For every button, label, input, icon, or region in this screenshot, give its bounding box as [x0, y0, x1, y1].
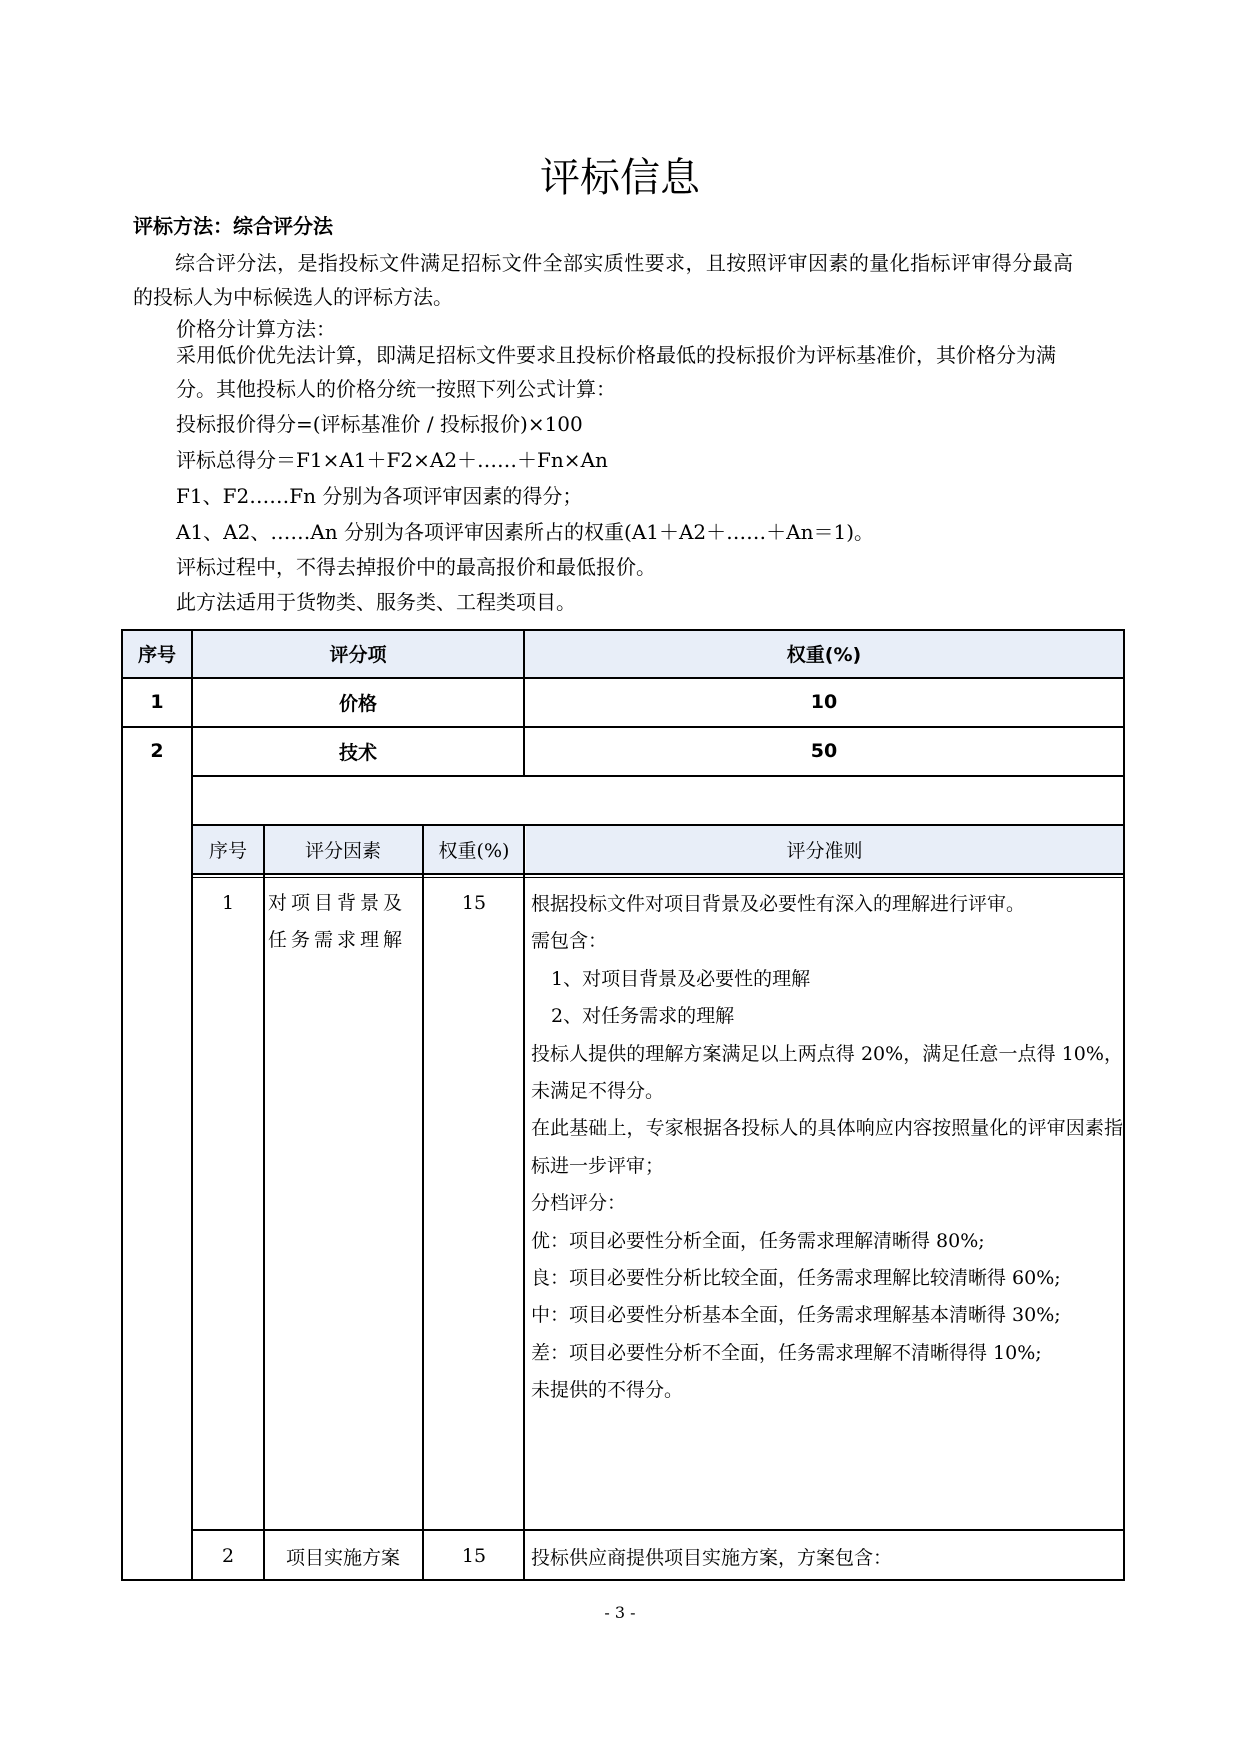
row-2-weight: 50: [810, 740, 838, 762]
grid-line: [121, 726, 1125, 728]
grid-line: [191, 873, 1125, 875]
grid-line: [121, 677, 1125, 679]
intro-paragraph: 综合评分法，是指投标文件满足招标文件全部实质性要求，且按照评审因素的量化指标评审得分最高的投标人为中标候选人的评标方法。: [133, 251, 1073, 309]
subrow-1-seq: 1: [221, 892, 235, 914]
subrow-2-weight: 15: [461, 1545, 487, 1567]
subheader-criteria: 评分准则: [526, 826, 1123, 873]
criteria-line: 2、对任务需求的理解: [551, 1005, 735, 1028]
subrow-2-criteria: 投标供应商提供项目实施方案，方案包含：: [531, 1546, 893, 1569]
row-1-weight: 10: [810, 691, 838, 713]
grid-line: [121, 629, 1125, 631]
row-2-item: 技术: [338, 741, 377, 764]
price-method-label: 价格分计算方法：: [176, 317, 336, 341]
subheader-weight: 权重(%): [424, 826, 524, 873]
grid-line: [191, 1529, 1125, 1531]
subheader-factor: 评分因素: [264, 826, 422, 873]
grid-line: [1123, 629, 1125, 1581]
criteria-line: 优：项目必要性分析全面，任务需求理解清晰得 80%;: [531, 1229, 985, 1252]
note-no-removal: 评标过程中，不得去掉报价中的最高报价和最低报价。: [176, 555, 656, 579]
formula-total-score: 评标总得分＝F1×A1＋F2×A2＋……＋Fn×An: [176, 448, 608, 472]
criteria-line: 在此基础上，专家根据各投标人的具体响应内容按照量化的评审因素指标进一步评审；: [531, 1117, 1123, 1177]
subheader-seq: 序号: [193, 826, 263, 873]
formula-a-definition: A1、A2、……An 分别为各项评审因素所占的权重(A1＋A2＋……＋An＝1)。: [176, 520, 875, 544]
criteria-line: 分档评分：: [531, 1192, 627, 1215]
subrow-2-factor: 项目实施方案: [285, 1546, 400, 1569]
page-title: 评标信息: [540, 155, 700, 201]
criteria-line: 根据投标文件对项目背景及必要性有深入的理解进行评审。: [531, 893, 1026, 915]
criteria-line: 未提供的不得分。: [531, 1379, 684, 1402]
row-1-seq: 1: [150, 691, 164, 713]
criteria-line: 需包含：: [531, 930, 608, 953]
grid-line: [523, 629, 525, 776]
page-number: - 3 -: [604, 1603, 636, 1622]
subrow-2-seq: 2: [221, 1545, 235, 1567]
criteria-line: 投标人提供的理解方案满足以上两点得 20%，满足任意一点得 10%，未满足不得分。: [531, 1042, 1123, 1103]
formula-price-score: 投标报价得分=(评标基准价 / 投标报价)×100: [176, 412, 583, 436]
grid-line: [422, 824, 424, 1581]
grid-line: [121, 629, 123, 1581]
grid-line: [121, 1579, 1125, 1581]
criteria-line: 良：项目必要性分析比较全面，任务需求理解比较清晰得 60%;: [531, 1267, 1061, 1290]
formula-f-definition: F1、F2……Fn 分别为各项评审因素的得分；: [176, 484, 583, 508]
note-applicability: 此方法适用于货物类、服务类、工程类项目。: [176, 590, 576, 614]
grid-line: [523, 824, 525, 1581]
evaluation-method: 评标方法：综合评分法: [133, 214, 333, 238]
header-weight: 权重(%): [524, 630, 1124, 677]
criteria-line: 1、对项目背景及必要性的理解: [551, 967, 811, 990]
header-seq: 序号: [122, 630, 192, 677]
grid-line: [191, 824, 1125, 826]
header-item: 评分项: [192, 630, 524, 677]
criteria-line: 中：项目必要性分析基本全面，任务需求理解基本清晰得 30%;: [531, 1304, 1061, 1327]
row-1-item: 价格: [338, 692, 377, 715]
criteria-line: 差：项目必要性分析不全面，任务需求理解不清晰得得 10%;: [531, 1341, 1042, 1364]
subrow-1-criteria: [531, 886, 1123, 1410]
row-2-seq: 2: [150, 740, 164, 762]
grid-line: [191, 629, 193, 1581]
subrow-1-weight: 15: [461, 892, 487, 914]
grid-line: [191, 775, 1125, 777]
subrow-1-factor: 对项目背景及任务需求理解: [268, 892, 407, 951]
price-method-desc: 采用低价优先法计算，即满足招标文件要求且投标价格最低的投标报价为评标基准价，其价格分为满分。其他投标人的价格分统一按照下列公式计算：: [176, 343, 1056, 401]
grid-line: [263, 824, 265, 1581]
grid-line: [191, 877, 1125, 878]
